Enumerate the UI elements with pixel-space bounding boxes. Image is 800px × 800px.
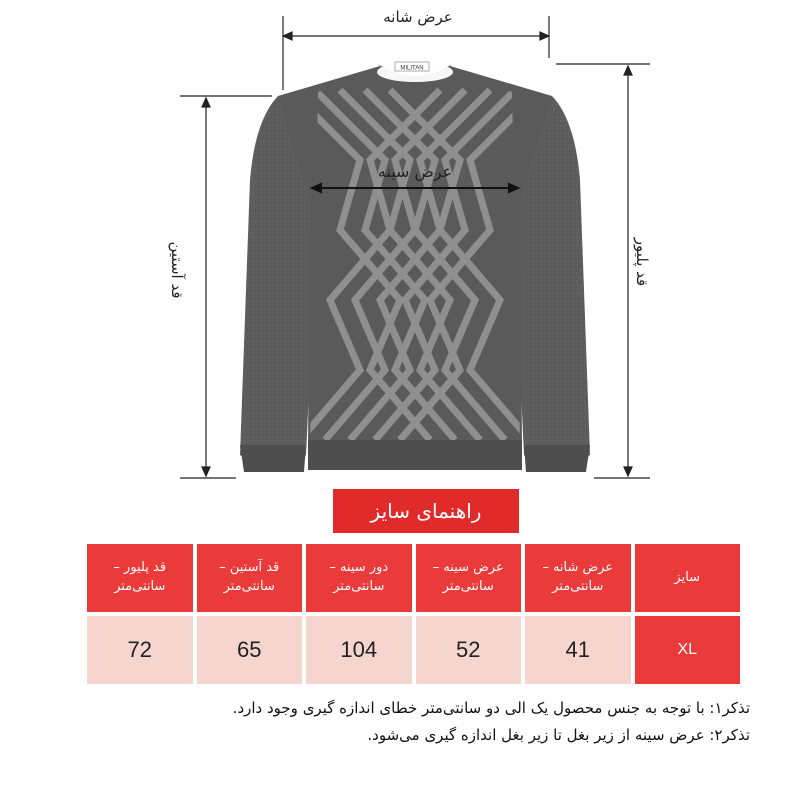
sleeve-length-label: قد آستین — [168, 241, 186, 299]
notes — [60, 695, 750, 749]
header-sleeve-length: قد آستین – سانتی‌متر — [197, 544, 303, 612]
cell-sweater-length: 72 — [87, 616, 193, 684]
note-2: تذکر۲: عرض سینه از زیر بغل تا زیر بغل اندازه گیری می‌شود. — [367, 726, 750, 744]
header-chest-width: عرض سینه – سانتی‌متر — [416, 544, 522, 612]
brand-tag-text: MILITAN — [400, 65, 424, 72]
cell-sleeve-length: 65 — [197, 616, 303, 684]
chest-width-label: عرض سینه — [377, 162, 453, 181]
left-cuff — [240, 445, 306, 472]
cell-shoulder-width: 41 — [525, 616, 631, 684]
header-chest-circumference: دور سینه – سانتی‌متر — [306, 544, 412, 612]
cell-chest-width: 52 — [416, 616, 522, 684]
header-sweater-length: قد پلیور – سانتی‌متر — [87, 544, 193, 612]
cell-size: XL — [635, 616, 741, 684]
size-table — [87, 544, 740, 680]
note-1: تذکر۱: با توجه به جنس محصول یک الی دو سانتی‌متر خطای اندازه گیری وجود دارد. — [232, 699, 750, 717]
right-cuff — [524, 445, 590, 472]
header-shoulder-width: عرض شانه – سانتی‌متر — [525, 544, 631, 612]
sweater-length-label: قد پلیور — [633, 237, 651, 287]
header-size: سایز — [635, 544, 741, 612]
cell-chest-circumference: 104 — [306, 616, 412, 684]
hem — [308, 440, 522, 470]
size-guide-title: راهنمای سایز — [333, 489, 519, 533]
shoulder-width-label: عرض شانه — [383, 8, 453, 26]
